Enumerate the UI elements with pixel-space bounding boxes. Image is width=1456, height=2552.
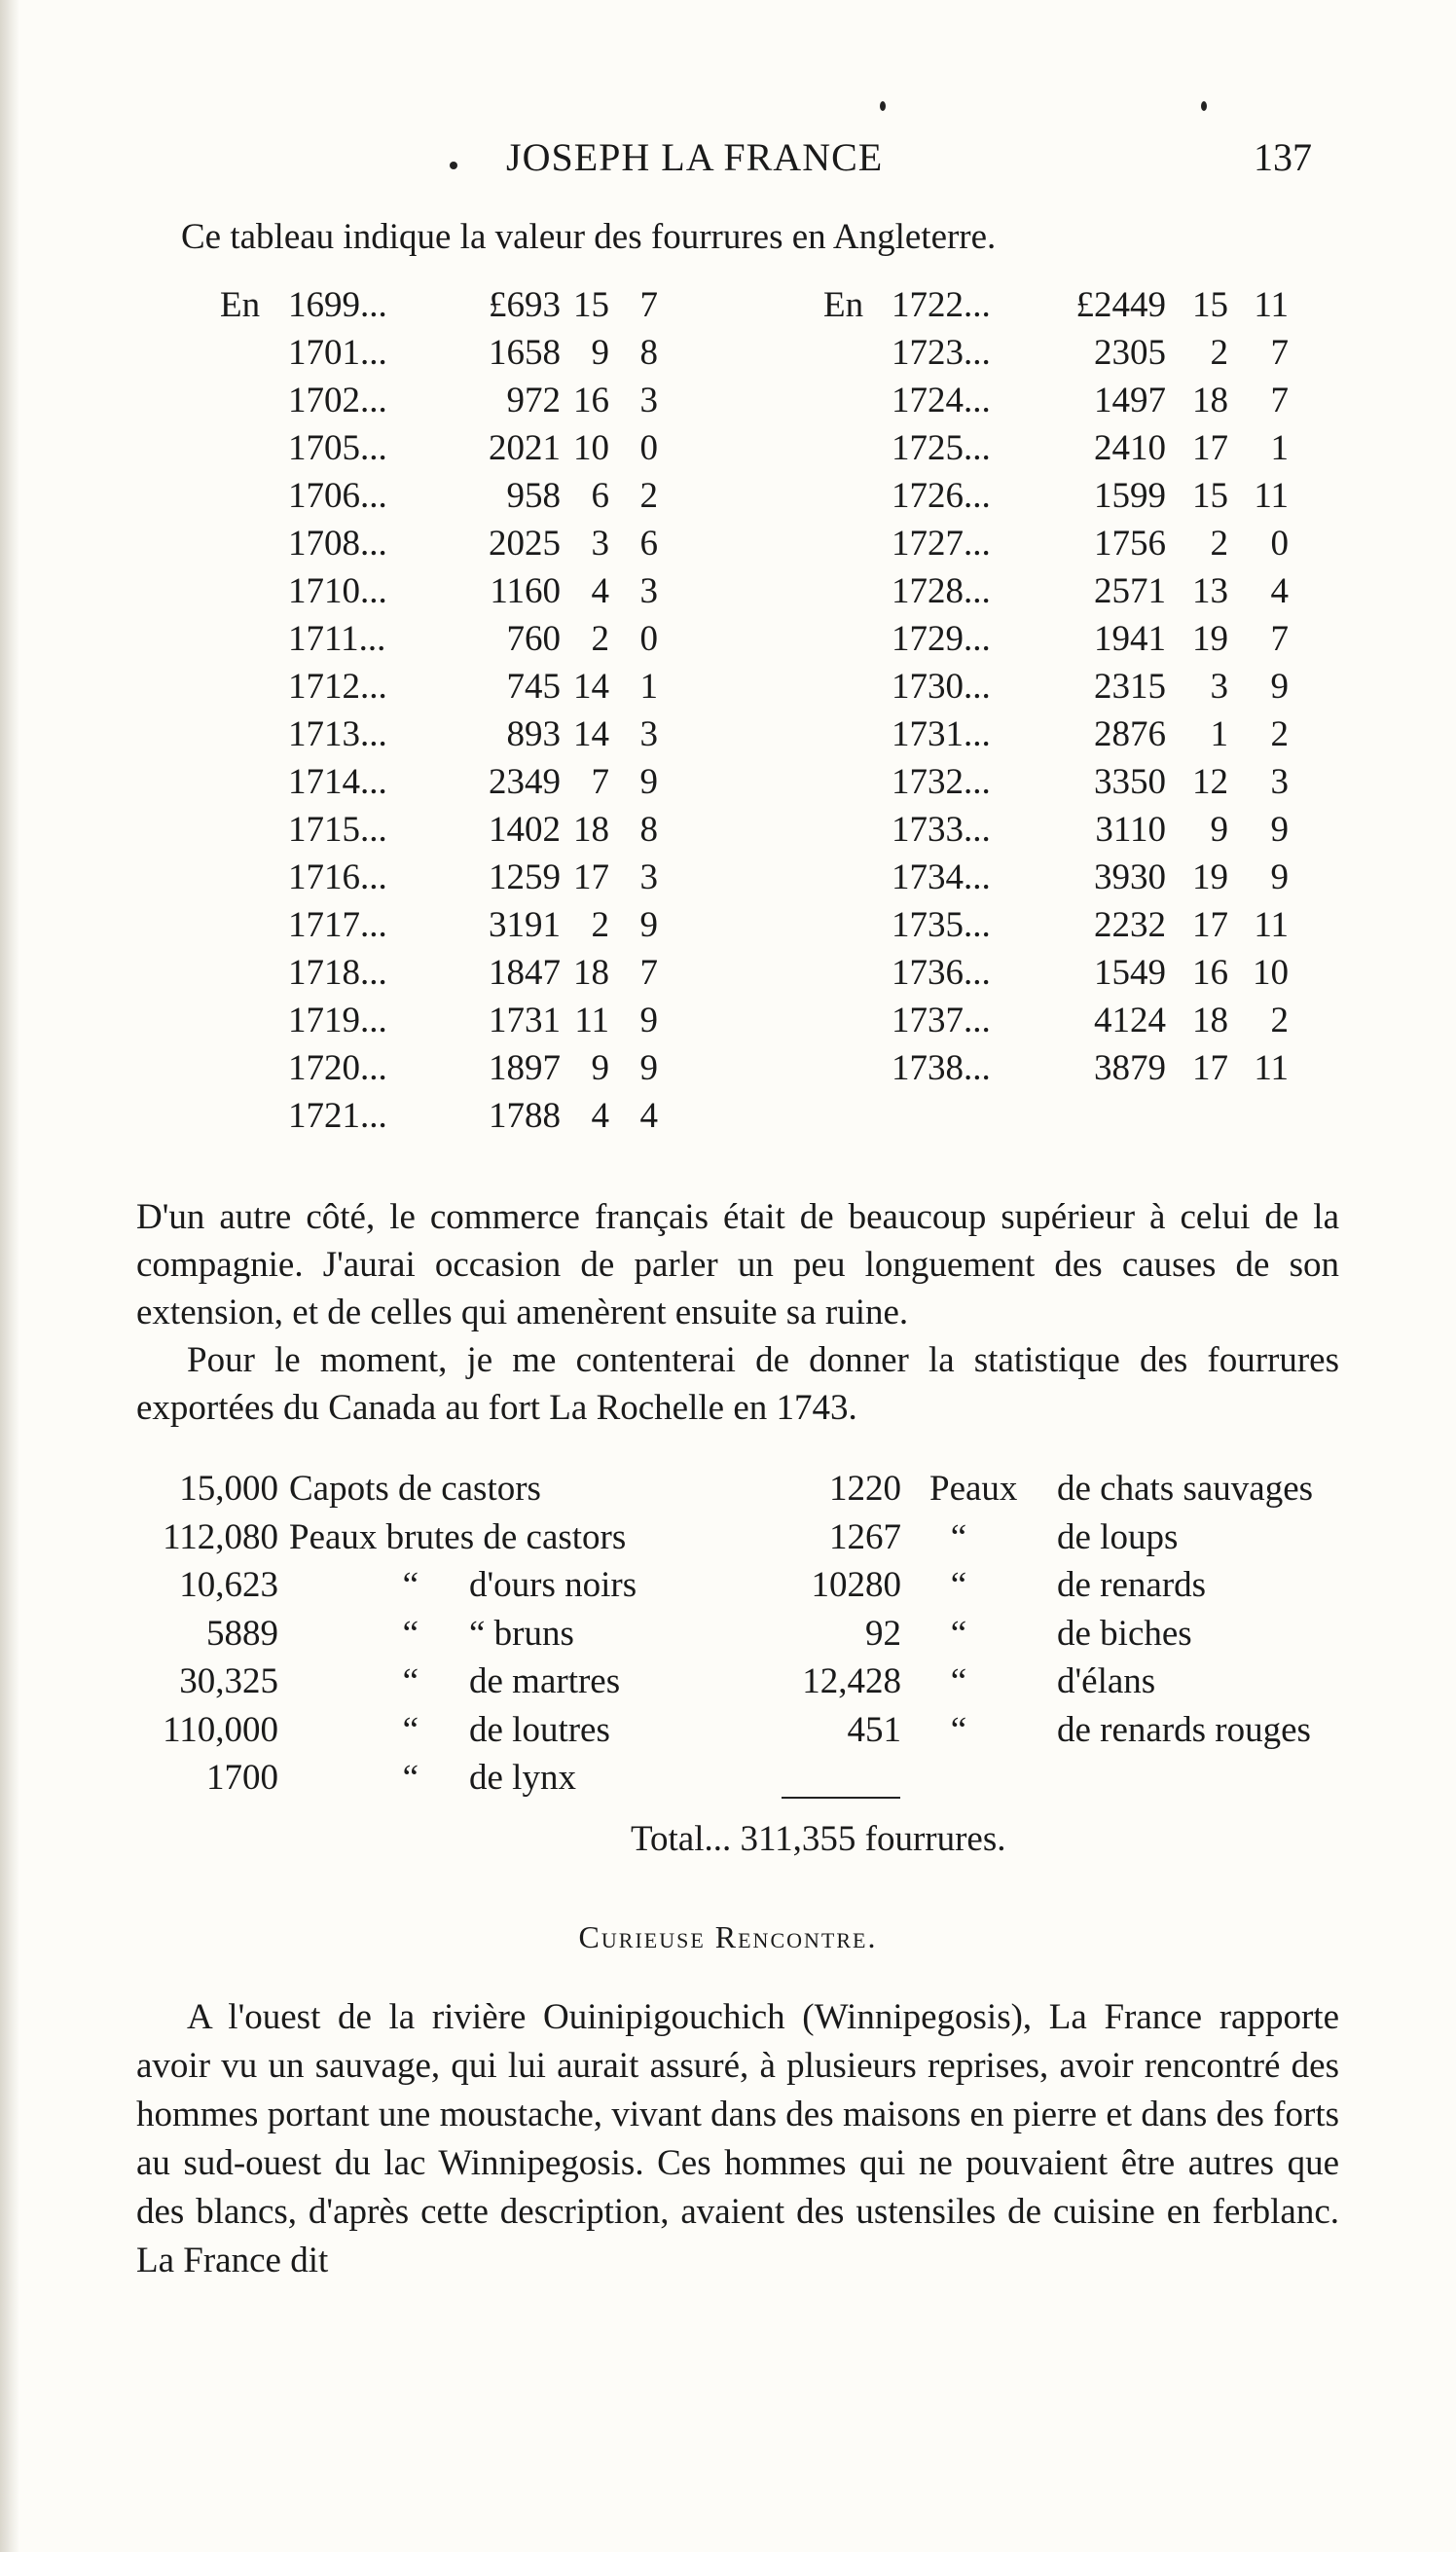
year-cell: 1737...	[892, 1001, 991, 1040]
pounds-cell: 1160	[490, 571, 561, 611]
year-cell: 1713...	[288, 714, 387, 754]
year-cell: 1731...	[892, 714, 991, 754]
year-cell: 1699...	[288, 285, 387, 325]
quantity-cell: 451	[847, 1709, 901, 1750]
pence-cell: 9	[639, 1048, 658, 1088]
year-cell: 1738...	[892, 1048, 991, 1088]
fur-row	[136, 1468, 1339, 1516]
ditto-mark: “	[950, 1709, 967, 1750]
shillings-cell: 7	[591, 762, 609, 802]
shillings-cell: 3	[1210, 667, 1228, 707]
shillings-cell: 14	[573, 667, 609, 707]
shillings-cell: 16	[1192, 953, 1228, 993]
pence-cell: 3	[639, 381, 658, 420]
pounds-cell: 1788	[489, 1096, 561, 1136]
year-cell: 1706...	[288, 476, 387, 516]
pence-cell: 6	[639, 524, 658, 564]
total-line: Total... 311,355 fourrures.	[631, 1819, 1006, 1859]
fur-description: de renards	[1057, 1565, 1207, 1605]
ditto-mark: “	[402, 1613, 419, 1654]
pounds-cell: 3930	[1094, 857, 1166, 897]
pence-cell: 2	[1270, 714, 1289, 754]
shillings-cell: 3	[591, 524, 609, 564]
ink-speck	[880, 101, 886, 111]
shillings-cell: 18	[573, 810, 609, 850]
year-cell: 1735...	[892, 905, 991, 945]
quantity-cell: 10280	[811, 1565, 901, 1605]
pence-cell: 2	[1270, 1001, 1289, 1040]
shillings-cell: 18	[1192, 1001, 1228, 1040]
pence-cell: 1	[639, 667, 658, 707]
shillings-cell: 6	[591, 476, 609, 516]
ditto-mark: “	[402, 1661, 419, 1701]
pounds-cell: 1402	[489, 810, 561, 850]
shillings-cell: 9	[591, 1048, 609, 1088]
ditto-mark: Peaux	[929, 1469, 1018, 1509]
fur-description: de martres	[469, 1661, 621, 1701]
pence-cell: 7	[1270, 381, 1289, 420]
pounds-cell: 2571	[1094, 571, 1166, 611]
shillings-cell: 17	[1192, 905, 1228, 945]
fur-description: Capots de castors	[289, 1469, 541, 1509]
shillings-cell: 13	[1192, 571, 1228, 611]
year-cell: 1710...	[288, 571, 387, 611]
pounds-cell: 2305	[1094, 333, 1166, 373]
year-cell: 1702...	[288, 381, 387, 420]
year-cell: 1714...	[288, 762, 387, 802]
year-cell: 1725...	[892, 428, 991, 468]
pounds-cell: 745	[506, 667, 561, 707]
pence-cell: 0	[1270, 524, 1289, 564]
fur-row	[136, 1660, 1339, 1709]
year-cell: 1718...	[288, 953, 387, 993]
pence-cell: 9	[639, 762, 658, 802]
year-cell: 1727...	[892, 524, 991, 564]
quantity-cell: 1267	[829, 1516, 901, 1557]
pence-cell: 7	[639, 953, 658, 993]
year-cell: 1730...	[892, 667, 991, 707]
pounds-cell: £693	[489, 285, 561, 325]
pounds-cell: 2315	[1094, 667, 1166, 707]
pence-cell: 11	[1254, 905, 1289, 945]
pounds-cell: 2232	[1094, 905, 1166, 945]
quantity-cell: 110,000	[163, 1709, 278, 1750]
pence-cell: 8	[639, 810, 658, 850]
pence-cell: 11	[1254, 1048, 1289, 1088]
shillings-cell: 2	[1210, 333, 1228, 373]
pence-cell: 10	[1253, 953, 1289, 993]
pounds-cell: 972	[506, 381, 561, 420]
pence-cell: 0	[639, 428, 658, 468]
shillings-cell: 19	[1192, 857, 1228, 897]
ditto-mark: “	[950, 1565, 967, 1605]
row-prefix: En	[823, 285, 864, 325]
shillings-cell: 4	[591, 1096, 609, 1136]
pence-cell: 7	[1270, 333, 1289, 373]
shillings-cell: 9	[591, 333, 609, 373]
pounds-cell: 2410	[1094, 428, 1166, 468]
shillings-cell: 2	[1210, 524, 1228, 564]
sum-rule	[782, 1797, 900, 1799]
pence-cell: 4	[1270, 571, 1289, 611]
fur-description: de loups	[1057, 1516, 1179, 1557]
paragraph: Pour le moment, je me contenterai de donner la statistique des fourrures exportées du Canada au fort La Rochelle en 1743.	[136, 1340, 1339, 1428]
shillings-cell: 16	[573, 381, 609, 420]
fur-description: de loutres	[469, 1709, 610, 1750]
year-cell: 1736...	[892, 953, 991, 993]
fur-row	[136, 1757, 1339, 1805]
pounds-cell: 3110	[1095, 810, 1166, 850]
pounds-cell: 1941	[1094, 619, 1166, 659]
fur-description: de renards rouges	[1057, 1709, 1311, 1750]
shillings-cell: 19	[1192, 619, 1228, 659]
year-cell: 1722...	[892, 285, 991, 325]
ditto-mark: “	[402, 1758, 419, 1798]
year-cell: 1724...	[892, 381, 991, 420]
year-cell: 1711...	[288, 619, 386, 659]
quantity-cell: 1700	[206, 1758, 278, 1798]
ditto-mark: “	[950, 1516, 967, 1557]
pence-cell: 11	[1254, 476, 1289, 516]
shillings-cell: 15	[573, 285, 609, 325]
pounds-cell: 1847	[489, 953, 561, 993]
ink-speck	[450, 162, 457, 169]
shillings-cell: 17	[1192, 428, 1228, 468]
shillings-cell: 12	[1192, 762, 1228, 802]
year-cell: 1733...	[892, 810, 991, 850]
fur-export-list	[136, 1468, 1339, 1805]
fur-row	[136, 1613, 1339, 1661]
pence-cell: 9	[1270, 667, 1289, 707]
pence-cell: 1	[1270, 428, 1289, 468]
pounds-cell: 3879	[1094, 1048, 1166, 1088]
year-cell: 1719...	[288, 1001, 387, 1040]
fur-description: “ bruns	[469, 1613, 574, 1654]
pence-cell: 0	[639, 619, 658, 659]
pounds-cell: 1599	[1094, 476, 1166, 516]
pounds-cell: 3191	[489, 905, 561, 945]
ditto-mark: “	[950, 1661, 967, 1701]
shillings-cell: 15	[1192, 285, 1228, 325]
pounds-cell: 958	[506, 476, 561, 516]
year-cell: 1717...	[288, 905, 387, 945]
pence-cell: 9	[1270, 810, 1289, 850]
fur-description: Peaux brutes de castors	[289, 1516, 627, 1557]
page-edge-shadow	[0, 0, 19, 2552]
pence-cell: 2	[639, 476, 658, 516]
year-cell: 1708...	[288, 524, 387, 564]
year-cell: 1726...	[892, 476, 991, 516]
shillings-cell: 2	[591, 905, 609, 945]
fur-row	[136, 1516, 1339, 1565]
row-prefix: En	[220, 285, 261, 325]
pence-cell: 7	[639, 285, 658, 325]
shillings-cell: 15	[1192, 476, 1228, 516]
pounds-cell: 1549	[1094, 953, 1166, 993]
fur-description: d'ours noirs	[469, 1565, 637, 1605]
pence-cell: 11	[1254, 285, 1289, 325]
year-cell: 1728...	[892, 571, 991, 611]
quantity-cell: 15,000	[179, 1469, 278, 1509]
pounds-cell: 2025	[489, 524, 561, 564]
year-cell: 1715...	[288, 810, 387, 850]
pounds-cell: 2349	[489, 762, 561, 802]
shillings-cell: 1	[1210, 714, 1228, 754]
pounds-cell: 2021	[489, 428, 561, 468]
pence-cell: 3	[639, 571, 658, 611]
body-text	[136, 1993, 1339, 2285]
pence-cell: 7	[1270, 619, 1289, 659]
table-caption: Ce tableau indique la valeur des fourrures en Angleterre.	[181, 217, 997, 257]
pounds-cell: 1897	[489, 1048, 561, 1088]
shillings-cell: 4	[591, 571, 609, 611]
ditto-mark: “	[402, 1709, 419, 1750]
pounds-cell: 760	[506, 619, 561, 659]
pounds-cell: 3350	[1094, 762, 1166, 802]
shillings-cell: 17	[1192, 1048, 1228, 1088]
page-number: 137	[1254, 135, 1312, 179]
quantity-cell: 112,080	[163, 1516, 278, 1557]
shillings-cell: 14	[573, 714, 609, 754]
shillings-cell: 17	[573, 857, 609, 897]
pence-cell: 3	[639, 857, 658, 897]
shillings-cell: 18	[1192, 381, 1228, 420]
year-cell: 1720...	[288, 1048, 387, 1088]
pounds-cell: 1658	[489, 333, 561, 373]
shillings-cell: 10	[573, 428, 609, 468]
pounds-cell: 1497	[1094, 381, 1166, 420]
year-cell: 1716...	[288, 857, 387, 897]
year-cell: 1734...	[892, 857, 991, 897]
ditto-mark: “	[402, 1565, 419, 1605]
pence-cell: 3	[1270, 762, 1289, 802]
pence-cell: 3	[639, 714, 658, 754]
section-title: Curieuse Rencontre.	[578, 1919, 878, 1954]
pounds-cell: 1756	[1094, 524, 1166, 564]
pounds-cell: 893	[506, 714, 561, 754]
shillings-cell: 18	[573, 953, 609, 993]
fur-row	[136, 1564, 1339, 1613]
pence-cell: 4	[639, 1096, 658, 1136]
paragraph: D'un autre côté, le commerce français était de beaucoup supérieur à celui de la compagnie. J'aurai occasion de parler un peu longuement des causes de son extension, et de celles qui amenèrent ensuite sa ruine.	[136, 1197, 1339, 1332]
ditto-mark: “	[950, 1613, 967, 1654]
quantity-cell: 30,325	[179, 1661, 278, 1701]
fur-description: d'élans	[1057, 1661, 1156, 1701]
year-cell: 1729...	[892, 619, 991, 659]
shillings-cell: 11	[574, 1001, 609, 1040]
pounds-cell: 1259	[489, 857, 561, 897]
fur-description: de lynx	[469, 1758, 576, 1798]
running-header: JOSEPH LA FRANCE	[506, 135, 884, 179]
paragraph: A l'ouest de la rivière Ouinipigouchich (Winnipegosis), La France rapporte avoir vu un sauvage, qui lui aurait assuré, à plusieurs reprises, avoir rencontré des hommes portant une moustache, vivant dans des maisons en pierre et dans des forts au sud-ouest du lac Winnipegosis. Ces hommes qui ne pouvaient être autres que des blancs, d'après cette description, avaient des ustensiles de cuisine en ferblanc. La France dit	[136, 1997, 1339, 2280]
body-text	[136, 1193, 1339, 1432]
fur-description: de biches	[1057, 1613, 1192, 1654]
fur-row	[136, 1709, 1339, 1758]
pence-cell: 8	[639, 333, 658, 373]
pounds-cell: 1731	[489, 1001, 561, 1040]
pence-cell: 9	[639, 905, 658, 945]
shillings-cell: 9	[1210, 810, 1228, 850]
fur-description: de chats sauvages	[1057, 1469, 1314, 1509]
year-cell: 1723...	[892, 333, 991, 373]
quantity-cell: 12,428	[802, 1661, 901, 1701]
quantity-cell: 10,623	[179, 1565, 278, 1605]
year-cell: 1721...	[288, 1096, 387, 1136]
year-cell: 1732...	[892, 762, 991, 802]
pounds-cell: 4124	[1094, 1001, 1166, 1040]
ink-speck	[1201, 101, 1207, 111]
quantity-cell: 92	[865, 1613, 901, 1654]
year-cell: 1701...	[288, 333, 387, 373]
pounds-cell: 2876	[1094, 714, 1166, 754]
year-cell: 1712...	[288, 667, 387, 707]
pence-cell: 9	[639, 1001, 658, 1040]
quantity-cell: 1220	[829, 1469, 901, 1509]
shillings-cell: 2	[591, 619, 609, 659]
quantity-cell: 5889	[206, 1613, 278, 1654]
pence-cell: 9	[1270, 857, 1289, 897]
pounds-cell: £2449	[1075, 285, 1166, 325]
year-cell: 1705...	[288, 428, 387, 468]
